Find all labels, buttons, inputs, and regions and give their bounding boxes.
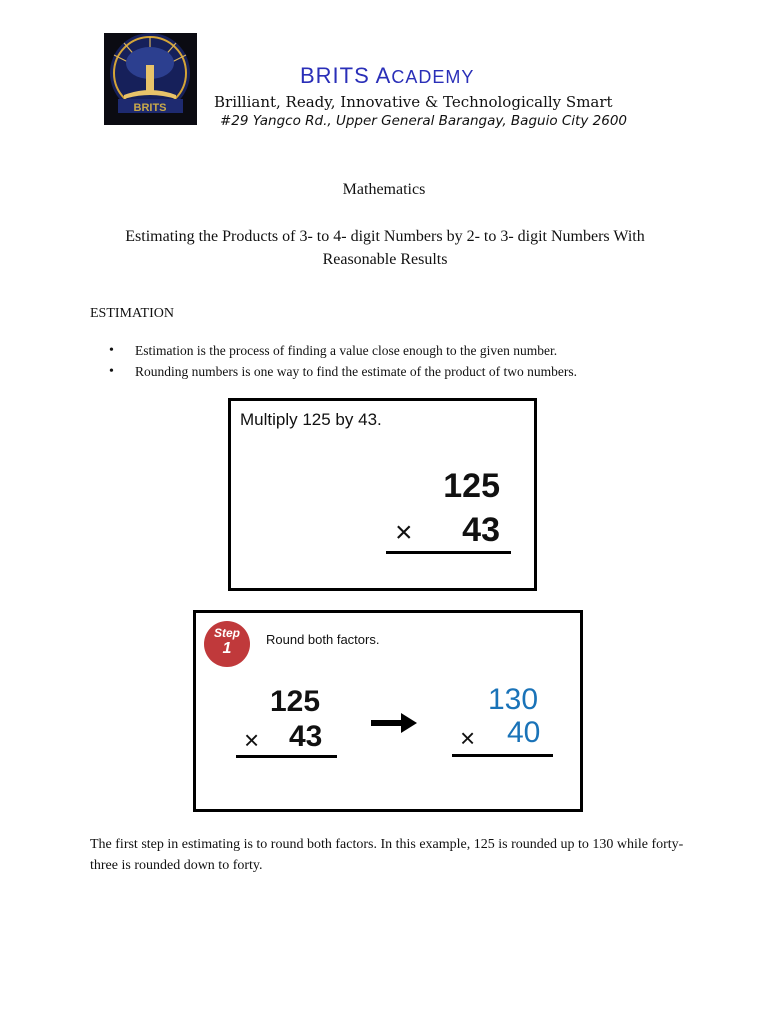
school-name-smallcaps: CADEMY (391, 67, 475, 87)
right-arrow-icon (371, 713, 417, 733)
school-name-main: BRITS A (300, 63, 392, 88)
step-badge (204, 621, 250, 667)
lesson-title: Estimating the Products of 3- to 4- digit Numbers by 2- to 3- digit Numbers With Reasonable Results (125, 228, 645, 268)
step1-instruction: Round both factors. (266, 632, 380, 647)
original-bottom-factor: 43 (289, 720, 323, 753)
rounded-product-line (452, 754, 553, 757)
original-top-factor: 125 (270, 685, 321, 718)
example-box (228, 398, 537, 591)
section-heading: ESTIMATION (90, 306, 174, 321)
product-line (386, 551, 511, 554)
tree-logo-icon (104, 33, 197, 125)
explanation-paragraph: The first step in estimating is to round both factors. In this example, 125 is rounded up to 130 while forty-three is rounded down to forty. (90, 837, 684, 873)
example-prompt: Multiply 125 by 43. (240, 410, 382, 429)
example-multiplier: 43 (462, 511, 500, 549)
school-address: #29 Yangco Rd., Upper General Barangay, Baguio City 2600 (220, 113, 627, 129)
school-tagline: Brilliant, Ready, Innovative & Technologically Smart (214, 93, 613, 111)
step-badge-label: Step (213, 626, 240, 640)
school-name (300, 63, 474, 89)
original-product-line (236, 755, 337, 758)
rounded-top-factor: 130 (488, 683, 539, 716)
bullet-list (90, 340, 755, 382)
school-logo (104, 33, 197, 125)
bullet-item: • Estimation is the process of finding a value close enough to the given number. (135, 340, 755, 361)
multiply-sign-icon: × (395, 516, 413, 549)
step-badge-number: 1 (222, 640, 232, 657)
multiply-sign-icon: × (460, 723, 476, 753)
step1-box (193, 610, 583, 812)
svg-text:BRITS: BRITS (133, 102, 167, 114)
multiply-sign-icon: × (244, 725, 260, 755)
subject-heading: Mathematics (342, 181, 426, 198)
bullet-item: • Rounding numbers is one way to find the estimate of the product of two numbers. (135, 361, 755, 382)
example-multiplicand: 125 (443, 467, 500, 505)
rounded-bottom-factor: 40 (507, 716, 541, 749)
